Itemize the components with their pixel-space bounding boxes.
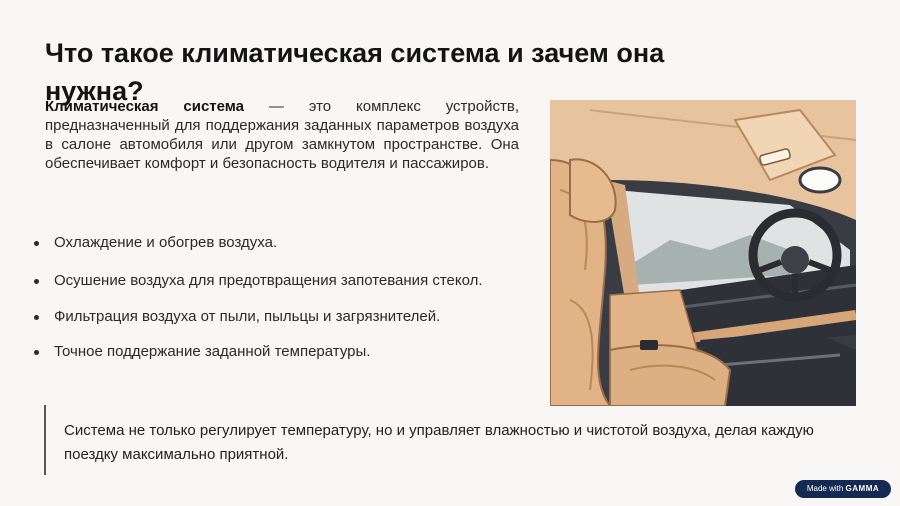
made-with-gamma-badge[interactable] — [795, 480, 891, 498]
list-item — [34, 232, 484, 254]
callout-quote — [44, 405, 846, 475]
slide-title: Что такое климатическая система и зачем она нужна? — [45, 38, 665, 106]
badge-prefix: Made with — [806, 484, 844, 493]
bullet-dot — [34, 279, 39, 284]
list-item-text: Охлаждение и обогрев воздуха. — [54, 234, 278, 251]
list-item — [34, 341, 484, 363]
bullet-dot — [34, 241, 39, 246]
list-item — [34, 270, 484, 292]
intro-paragraph — [45, 97, 519, 173]
list-item-text: Осушение воздуха для предотвращения запотевания стекол. — [54, 272, 483, 289]
list-item — [34, 306, 484, 328]
car-interior-illustration — [550, 100, 856, 406]
bullet-dot — [34, 315, 39, 320]
gamma-logo: GAMMA — [845, 484, 880, 493]
list-item-text: Фильтрация воздуха от пыли, пыльцы и загрязнителей. — [54, 308, 441, 325]
intro-term: Климатическая система — [45, 98, 245, 115]
bullet-dot — [34, 350, 39, 355]
list-item-text: Точное поддержание заданной температуры. — [54, 343, 371, 360]
intro-text: — это комплекс устройств, предназначенный для поддержания заданных параметров воздуха в салоне автомобиля или другом замкнутом пространстве. Она обеспечивает комфорт и безопасность водителя и пассажиров. — [45, 98, 519, 172]
callout-text: Система не только регулирует температуру, но и управляет влажностью и чистотой воздуха, делая каждую поездку максимально приятной. — [64, 422, 814, 463]
